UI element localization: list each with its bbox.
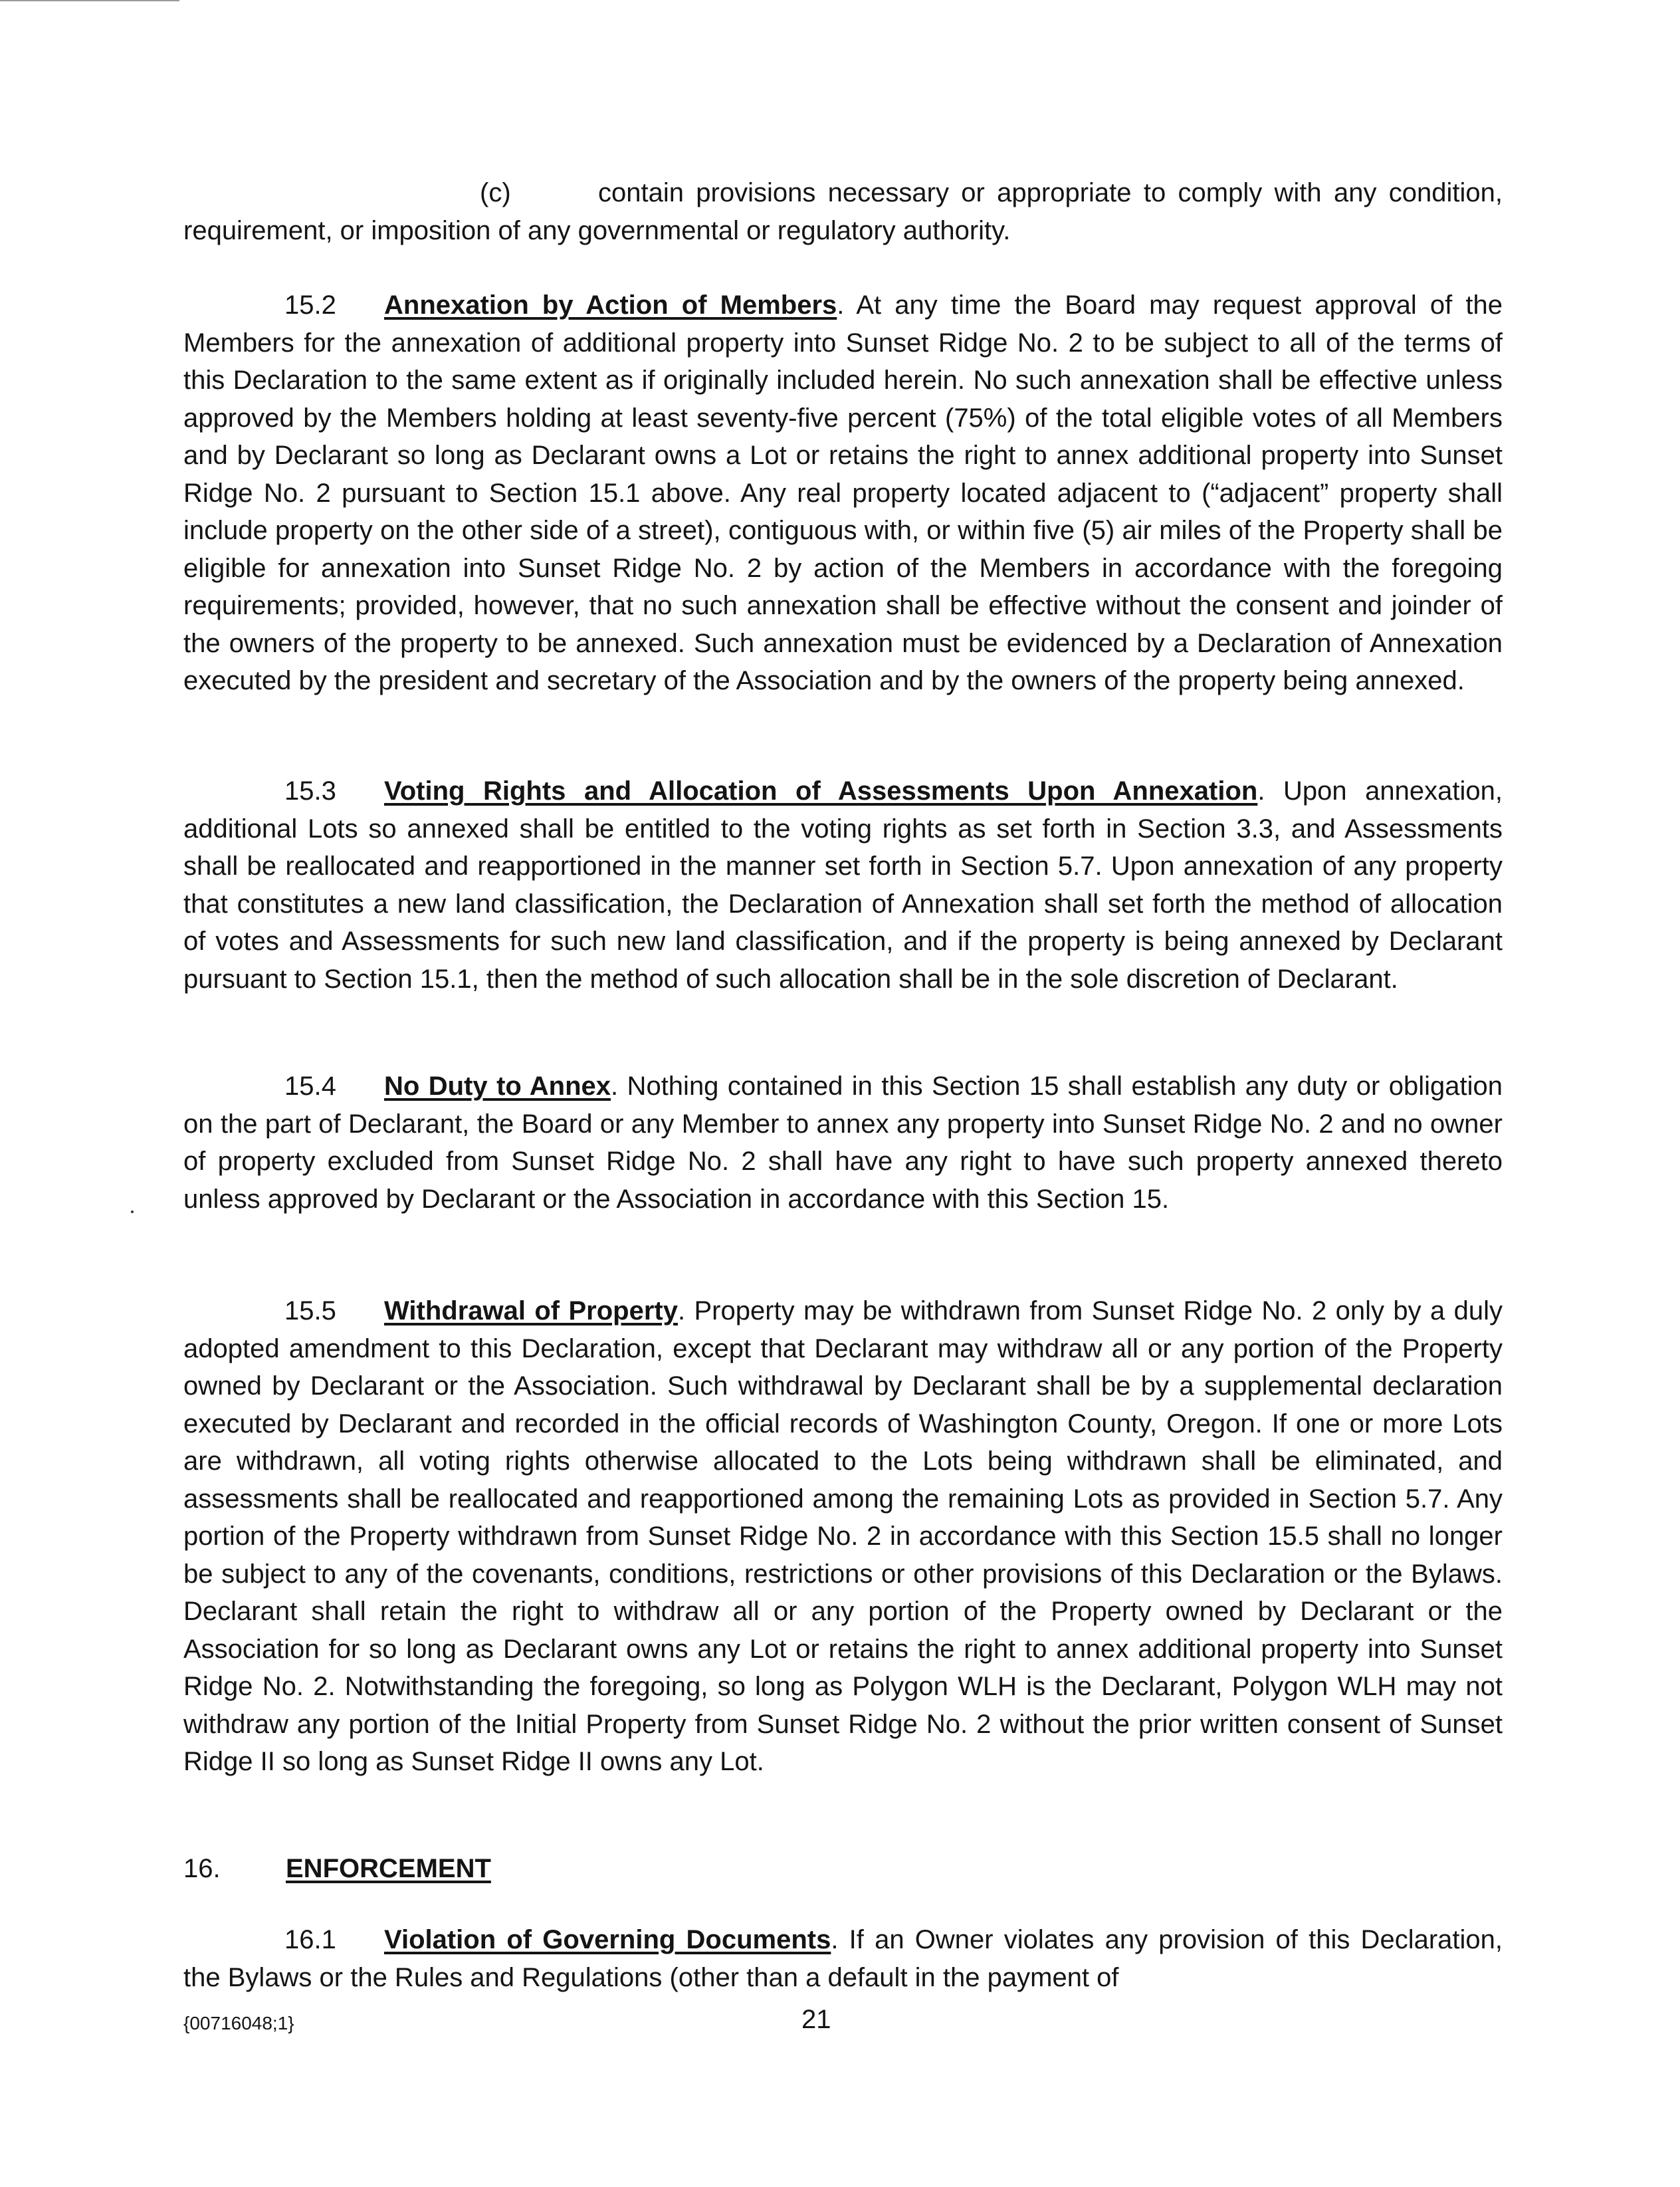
section-16-1-number: 16.1 <box>284 1925 336 1954</box>
section-15-2-heading: Annexation by Action of Members <box>384 290 837 320</box>
section-15-5 <box>183 1292 1503 1781</box>
section-15-3-text: . Upon annexation, additional Lots so annexed shall be entitled to the voting rights as set forth in Section 3.3, and Assessments shall be reallocated and reapportioned in the manner set forth in Section 5.7. Upon annexation of any property that constitutes a new land classification, the Declaration of Annexation shall set forth the method of allocation of votes and Assessments for such new land classification, and if the property is being annexed by Declarant pursuant to Section 15.1, then the method of such allocation shall be in the sole discretion of Declarant. <box>183 776 1503 994</box>
section-15-5-heading: Withdrawal of Property <box>384 1296 678 1325</box>
section-16-1-text: . If an Owner violates any provision of this Declaration, the Bylaws or the Rules and Regulations (other than a default in the payment of <box>183 1925 1503 1992</box>
section-15-3-number: 15.3 <box>284 776 336 806</box>
footer-page-number: 21 <box>801 2005 831 2034</box>
section-16-1-heading: Violation of Governing Documents <box>384 1925 831 1954</box>
footer-document-id: {00716048;1} <box>183 2013 294 2033</box>
section-15-2-number: 15.2 <box>284 290 336 320</box>
clause-c-label: (c) <box>480 178 511 207</box>
section-16-number: 16. <box>183 1854 221 1883</box>
section-16-heading: ENFORCEMENT <box>286 1854 491 1883</box>
section-15-4-heading: No Duty to Annex <box>384 1072 611 1101</box>
clause-c-text: contain provisions necessary or appropriate to comply with any condition, requirement, or imposition of any governmental or regulatory authority. <box>183 178 1503 245</box>
scan-speck <box>131 1210 134 1213</box>
section-15-2 <box>183 287 1503 700</box>
section-15-2-text: . At any time the Board may request approval of the Members for the annexation of additional property into Sunset Ridge No. 2 to be subject to all of the terms of this Declaration to the same extent as if originally included herein. No such annexation shall be effective unless approved by the Members holding at least seventy-five percent (75%) of the total eligible votes of all Members and by Declarant so long as Declarant owns a Lot or retains the right to annex additional property into Sunset Ridge No. 2 pursuant to Section 15.1 above. Any real property located adjacent to (“adjacent” property shall include property on the other side of a street), contiguous with, or within five (5) air miles of the Property shall be eligible for annexation into Sunset Ridge No. 2 by action of the Members in accordance with the foregoing requirements; provided, however, that no such annexation shall be effective without the consent and joinder of the owners of the property to be annexed. Such annexation must be evidenced by a Declaration of Annexation executed by the president and secretary of the Association and by the owners of the property being annexed. <box>183 290 1503 695</box>
section-15-5-text: . Property may be withdrawn from Sunset Ridge No. 2 only by a duly adopted amendment to this Declaration, except that Declarant may withdraw all or any portion of the Property owned by Declarant or the Association. Such withdrawal by Declarant shall be by a supplemental declaration executed by Declarant and recorded in the official records of Washington County, Oregon. If one or more Lots are withdrawn, all voting rights otherwise allocated to the Lots being withdrawn shall be eliminated, and assessments shall be reallocated and reapportioned among the remaining Lots as provided in Section 5.7. Any portion of the Property withdrawn from Sunset Ridge No. 2 in accordance with this Section 15.5 shall no longer be subject to any of the covenants, conditions, restrictions or other provisions of this Declaration or the Bylaws. Declarant shall retain the right to withdraw all or any portion of the Property owned by Declarant or the Association for so long as Declarant owns any Lot or retains the right to annex additional property into Sunset Ridge No. 2. Notwithstanding the foregoing, so long as Polygon WLH is the Declarant, Polygon WLH may not withdraw any portion of the Initial Property from Sunset Ridge No. 2 without the prior written consent of Sunset Ridge II so long as Sunset Ridge II owns any Lot. <box>183 1296 1503 1776</box>
section-15-4-text: . Nothing contained in this Section 15 shall establish any duty or obligation on the part of Declarant, the Board or any Member to annex any property into Sunset Ridge No. 2 and no owner of property excluded from Sunset Ridge No. 2 shall have any right to have such property annexed thereto unless approved by Declarant or the Association in accordance with this Section 15. <box>183 1072 1503 1214</box>
section-15-3 <box>183 772 1503 998</box>
section-15-3-heading: Voting Rights and Allocation of Assessments Upon Annexation <box>384 776 1258 806</box>
section-15-4-number: 15.4 <box>284 1072 336 1101</box>
section-16-1 <box>183 1921 1503 1996</box>
section-15-4 <box>183 1068 1503 1218</box>
section-16-heading-line <box>183 1850 491 1887</box>
scan-edge-line <box>0 0 179 1</box>
clause-c <box>183 174 1503 249</box>
section-15-5-number: 15.5 <box>284 1296 336 1325</box>
